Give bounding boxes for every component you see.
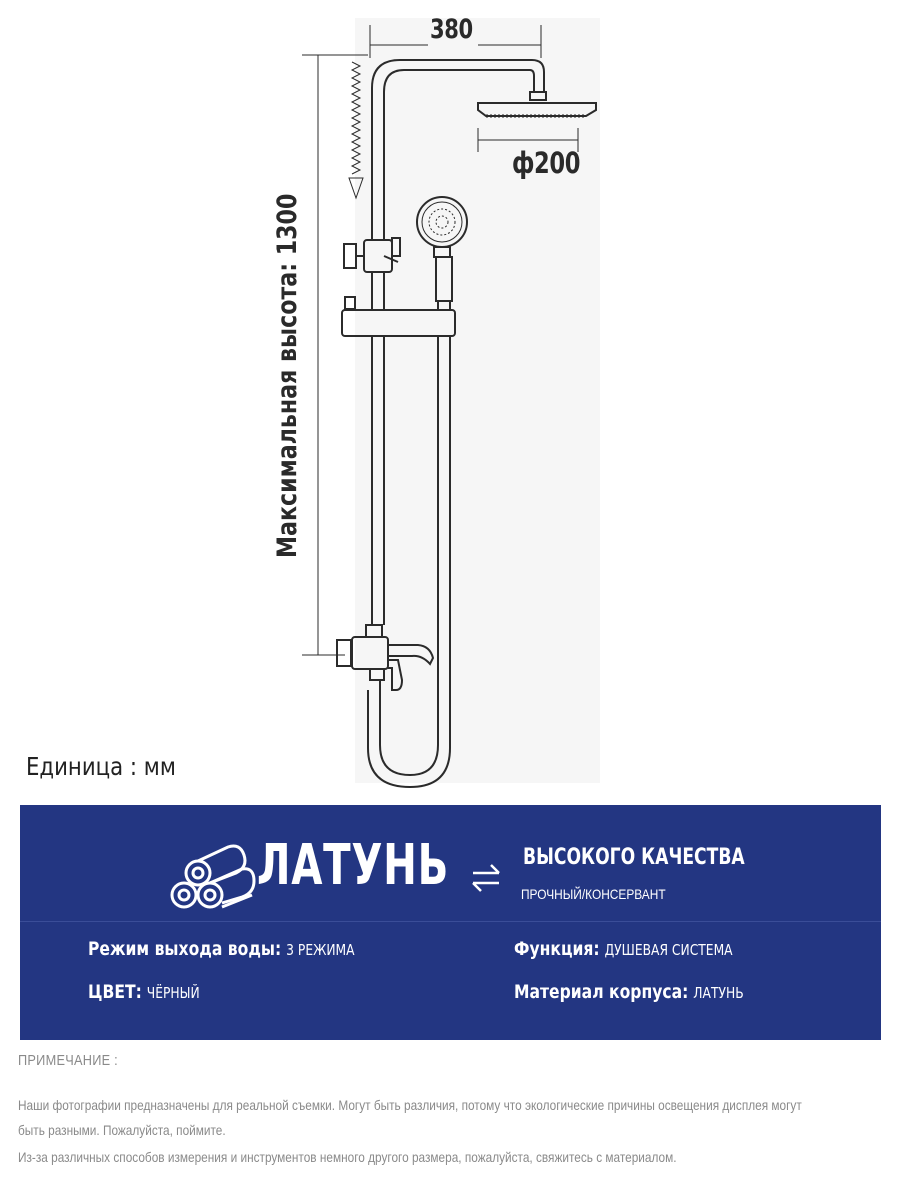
- function-value: ДУШЕВАЯ СИСТЕМА: [604, 941, 733, 959]
- spec-water-mode: [88, 938, 355, 960]
- diverter-valve: [344, 238, 400, 272]
- note-title: ПРИМЕЧАНИЕ :: [18, 1052, 118, 1069]
- water-mode-label: Режим выхода воды:: [88, 938, 282, 960]
- exchange-arrows-icon: [469, 861, 503, 895]
- spec-body-material: [514, 981, 744, 1003]
- hand-shower: [417, 197, 467, 310]
- spec-function: [514, 938, 733, 960]
- quality-title: ВЫСОКОГО КАЧЕСТВА: [523, 845, 745, 870]
- unit-label: Единица : мм: [26, 752, 176, 781]
- adjustment-arrow: [349, 62, 363, 198]
- rain-shower-head: [478, 103, 596, 152]
- material-title: ЛАТУНЬ: [257, 833, 450, 898]
- body-material-value: ЛАТУНЬ: [693, 984, 744, 1002]
- body-material-label: Материал корпуса:: [514, 981, 689, 1003]
- note-line-3: Из-за различных способов измерения и инструментов немного другого размера, пожалуйста, свяжитесь с материалом.: [18, 1149, 677, 1165]
- note-line-1: Наши фотографии предназначены для реальной съемки. Могут быть различия, потому что экологические причины освещения дисплея могут: [18, 1097, 802, 1113]
- banner-top: [20, 805, 881, 921]
- mixer-spout: [337, 625, 433, 690]
- max-height-label: Максимальная высота: 1300: [272, 193, 303, 559]
- note-line-2: быть разными. Пожалуйста, поймите.: [18, 1122, 226, 1138]
- function-label: Функция:: [514, 938, 600, 960]
- brass-rods-icon: [166, 837, 260, 917]
- shower-hose: [368, 336, 450, 787]
- quality-subtitle: ПРОЧНЫЙ/КОНСЕРВАНТ: [521, 886, 666, 902]
- spec-banner: [20, 805, 881, 1040]
- water-mode-value: 3 РЕЖИМА: [286, 941, 355, 959]
- color-value: ЧЁРНЫЙ: [146, 984, 200, 1002]
- color-label: ЦВЕТ:: [88, 981, 142, 1003]
- head-diameter-label: ф200: [512, 146, 581, 180]
- spec-color: [88, 981, 200, 1003]
- width-dimension-label: 380: [430, 14, 473, 45]
- lower-riser: [372, 272, 384, 625]
- banner-divider: [20, 921, 881, 922]
